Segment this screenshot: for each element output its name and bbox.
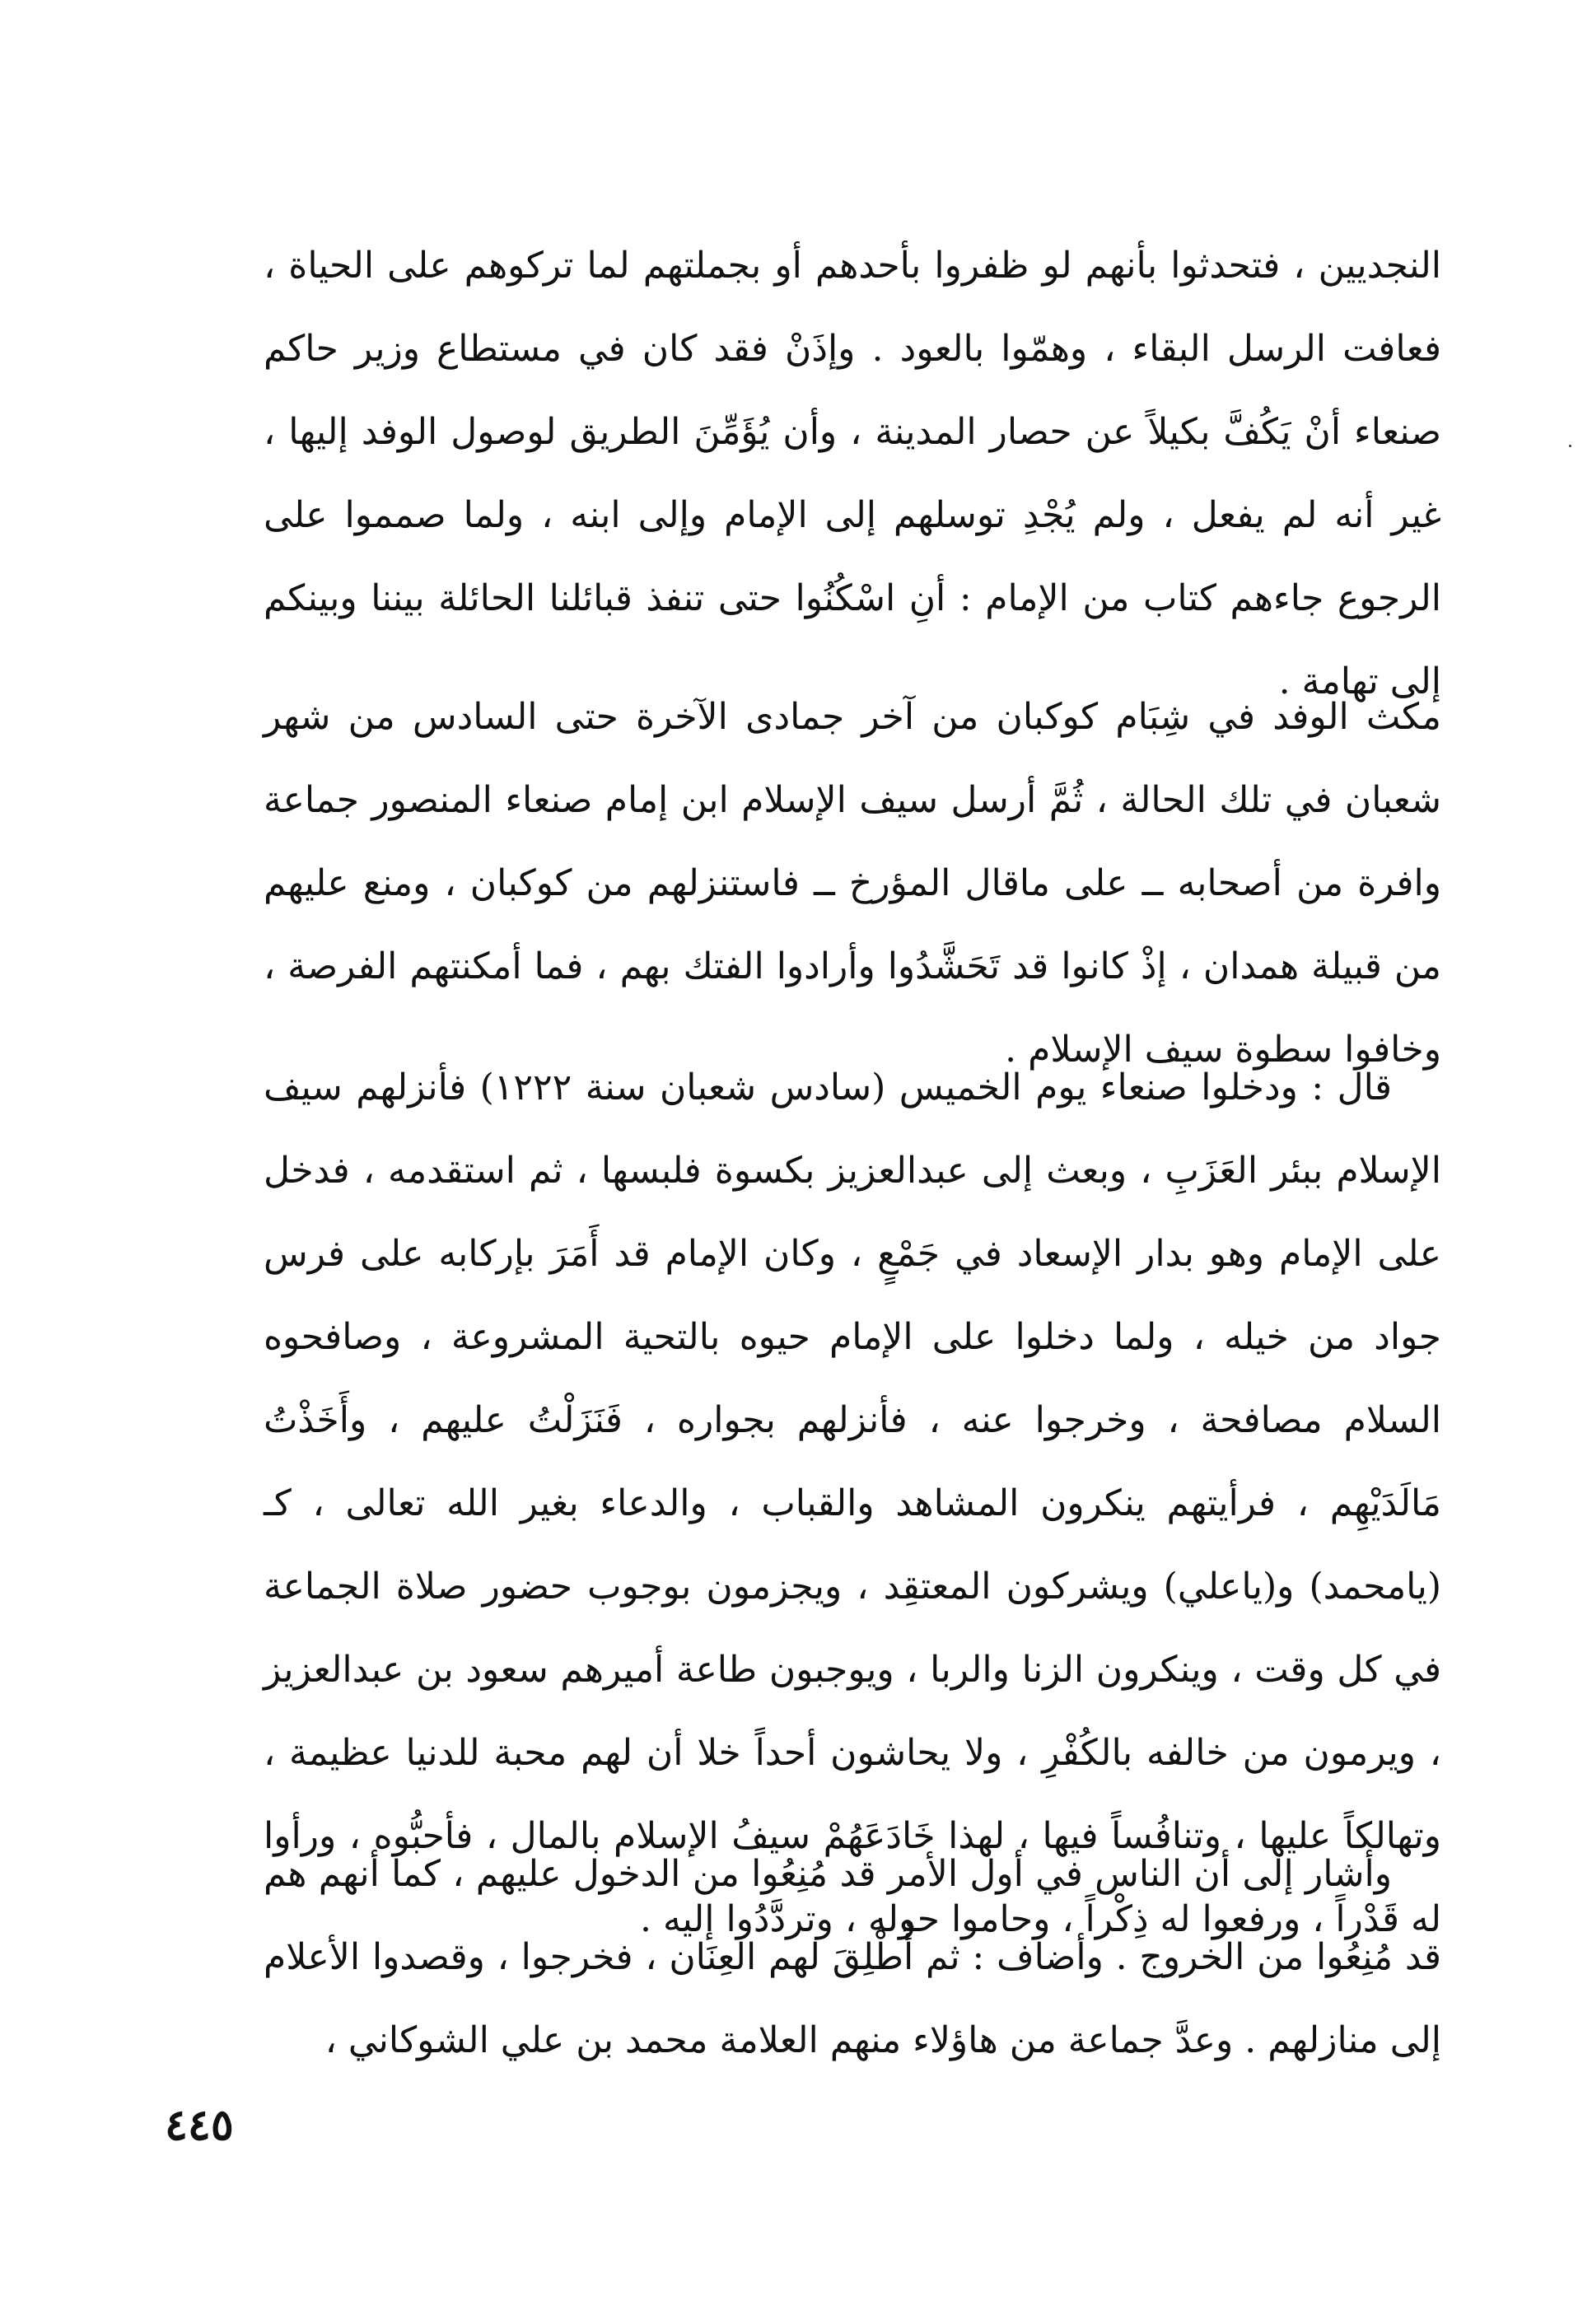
page-number: ٤٤٥ bbox=[165, 2100, 234, 2150]
paragraph-4: وأشار إلى أن الناس في أول الأمر قد مُنِعُوا من الدخول عليهم ، كما أنهم هم قد مُنِعُوا من الخروج . وأضاف : ثم أُطْلِقَ لهم العِنَان ، فخرجوا ، وقصدوا الأعلام إلى منازلهم . وعدَّ جماعة من هاؤلاء منهم العلامة محمد بن علي الشوكاني ، bbox=[264, 1853, 1441, 2061]
stray-mark bbox=[1569, 445, 1571, 447]
paragraph-3: قال : ودخلوا صنعاء يوم الخميس (سادس شعبان سنة ١٢٢٢) فأنزلهم سيف الإسلام ببئر العَزَبِ ، وبعث إلى عبدالعزيز بكسوة فلبسها ، ثم استقدمه ، فدخل على الإمام وهو بدار الإسعاد في جَمْعٍ ، وكان الإمام قد أَمَرَ بإركابه على فرس جواد من خيله ، ولما دخلوا على الإمام حيوه بالتحية المشروعة ، وصافحوه السلام مصافحة ، وخرجوا عنه ، فأنزلهم بجواره ، فَنَزَلْتُ عليهم ، وأَخَذْتُ مَالَدَيْهِم ، فرأيتهم ينكرون المشاهد والقباب ، والدعاء بغير الله تعالى ، كـ (يامحمد) و(ياعلي) ويشركون المعتقِد ، ويجزمون بوجوب حضور صلاة الجماعة في كل وقت ، وينكرون الزنا والربا ، ويوجبون طاعة أميرهم سعود بن عبدالعزيز ، ويرمون من خالفه بالكُفْرِ ، ولا يحاشون أحداً خلا أن لهم محبة للدنيا عظيمة ، وتهالكاً عليها ، وتنافُساً فيها ، لهذا خَادَعَهُمْ سيفُ الإسلام بالمال ، فأحبُّوه ، ورأوا له قَدْراً ، ورفعوا له ذِكْراً ، وحاموا حوله ، وتردَّدُوا إليه . bbox=[264, 1066, 1442, 1940]
paragraph-2: مكث الوفد في شِبَام كوكبان من آخر جمادى الآخرة حتى السادس من شهر شعبان في تلك الحالة ، ثُمَّ أرسل سيف الإسلام ابن إمام صنعاء المنصور جماعة وافرة من أصحابه ــ على ماقال المؤرخ ــ فاستنزلهم من كوكبان ، ومنع عليهم من قبيلة همدان ، إذْ كانوا قد تَحَشَّدُوا وأرادوا الفتك بهم ، فما أمكنتهم الفرصة ، وخافوا سطوة سيف الإسلام . bbox=[264, 696, 1441, 1071]
paragraph-1: النجديين ، فتحدثوا بأنهم لو ظفروا بأحدهم أو بجملتهم لما تركوهم على الحياة ، فعافت الرسل البقاء ، وهمّوا بالعود . وإذَنْ فقد كان في مستطاع وزير حاكم صنعاء أنْ يَكُفَّ بكيلاً عن حصار المدينة ، وأن يُؤَمِّنَ الطريق لوصول الوفد إليها ، غير أنه لم يفعل ، ولم يُجْدِ توسلهم إلى الإمام وإلى ابنه ، ولما صمموا على الرجوع جاءهم كتاب من الإمام : أنِ اسْكُنُوا حتى تنفذ قبائلنا الحائلة بيننا وبينكم إلى تهامة . bbox=[264, 245, 1441, 702]
